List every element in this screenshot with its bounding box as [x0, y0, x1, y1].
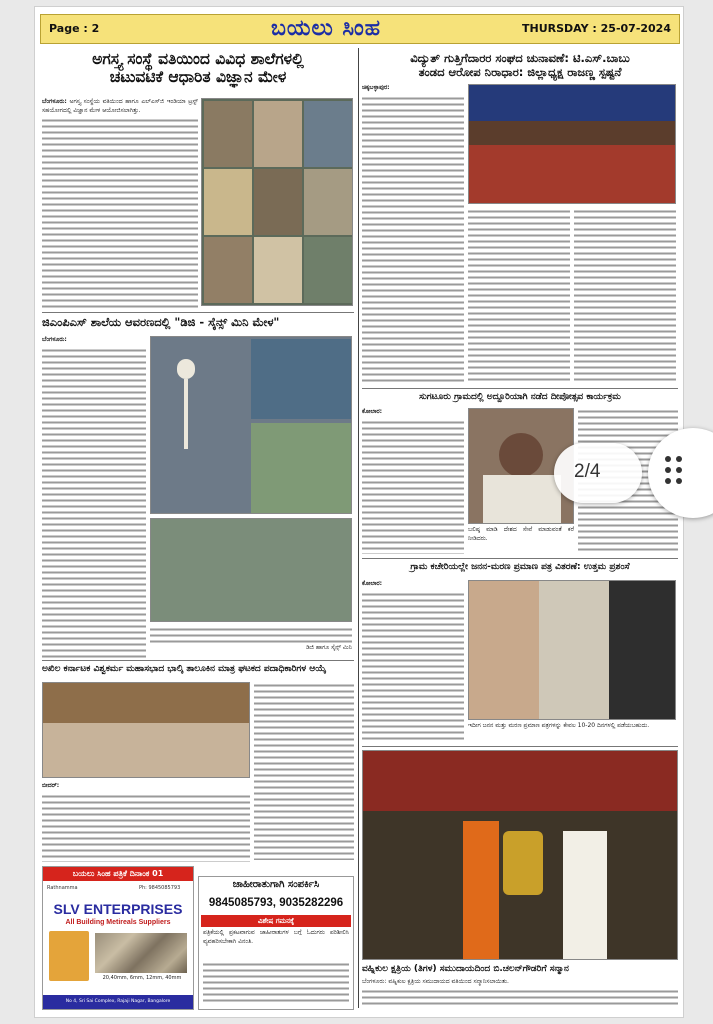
section-rule	[362, 388, 678, 389]
collage-photo-1	[204, 101, 252, 167]
notice-title: ವಿಶೇಷ ಗಮನಕ್ಕೆ	[201, 915, 351, 927]
issue-date: THURSDAY : 25-07-2024	[521, 22, 671, 35]
classroom-photo-top	[251, 339, 351, 419]
meeting-stage-banner	[469, 85, 676, 121]
grid-menu-icon	[665, 456, 671, 462]
masthead-bar	[40, 14, 680, 44]
group-photo-people	[43, 723, 250, 778]
story7-body-text: ಬೆಂಗಳೂರು: ವಹ್ನಿಕುಲ ಕ್ಷತ್ರಿಯ ಸಮುದಾಯದ ವತಿಯಿಂದ ಸನ್ಮಾನಿಸಲಾಯಿತು.	[362, 978, 509, 985]
story4-body-lines-1	[362, 95, 464, 385]
story2-photo-students	[150, 518, 352, 622]
story7-body	[362, 978, 678, 1010]
story2-dateline: ಬೆಂಗಳೂರು:	[42, 336, 67, 343]
story4-meeting-photo	[468, 84, 676, 204]
story4-headline-line1: ವಿದ್ಯುತ್ ಗುತ್ತಿಗೆದಾರರ ಸಂಘದ ಚುನಾವಣೆ: ಟಿ.ಎಸ್.ಬಾಬು	[410, 51, 630, 65]
grid-menu-icon-dot	[676, 478, 682, 484]
story3-dateline: ಬೀದರ್:	[42, 782, 60, 789]
section-rule	[42, 312, 354, 313]
story3-body-lines-left	[42, 793, 250, 863]
grid-menu-icon-dot	[665, 467, 671, 473]
story6-caption: ಇದೀಗ ಜನನ ಮತ್ತು ಮರಣ ಪ್ರಮಾಣ ಪತ್ರಗಳನ್ನು ಕೇವಲ 10-20 ದಿನಗಳಲ್ಲಿ ಪಡೆಯಬಹುದು.	[468, 722, 650, 729]
story7-headline: ವಹ್ನಿಕುಲ ಕ್ಷತ್ರಿಯ (ತಿಗಳ) ಸಮುದಾಯದಿಂದ ಬಿ.ಚಲನ್‌ಗೌಡರಿಗೆ ಸನ್ಮಾನ	[362, 964, 569, 974]
story6-body-lines-1	[362, 591, 464, 743]
story5-caption: ಬಲಿಷ್ಠ ಮಾಡಿ ದೇಶದ ಸೇವೆ ಮಾಡುವಂತೆ ಕರೆ ನೀಡಿದರು.	[468, 526, 574, 542]
story2-caption-lines	[150, 626, 352, 644]
section-rule	[362, 558, 678, 559]
truck-icon	[49, 931, 89, 981]
story3-body-lines	[254, 682, 354, 860]
ad-contact-title: ಜಾಹೀರಾತುಗಾಗಿ ಸಂಪರ್ಕಿಸಿ	[232, 879, 320, 890]
guest-shirt	[563, 831, 607, 960]
skeleton-skull	[177, 359, 195, 379]
newspaper-title: ಬಯಲು ಸಿಂಹ	[271, 16, 382, 41]
grid-menu-icon-dot	[665, 478, 671, 484]
ad-contact-name: Rathnamma	[47, 885, 78, 891]
ad-fine-print-lines	[203, 961, 349, 1005]
collage-photo-8	[254, 237, 302, 303]
notice-text: ಪತ್ರಿಕೆಯಲ್ಲಿ ಪ್ರಕಟವಾಗುವ ಜಾಹೀರಾತುಗಳ ಬಗ್ಗೆ ಓದುಗರು ಪರಿಶೀಲಿಸಿ ವ್ಯವಹರಿಸಬೇಕಾಗಿ ವಿನಂತಿ.	[203, 929, 349, 945]
certificate-photo-left	[469, 581, 539, 720]
story5-headline: ಸುಗಟೂರು ಗ್ರಾಮದಲ್ಲಿ ಅದ್ದೂರಿಯಾಗಿ ನಡೆದ ದೀಪೋತ್ಸವ ಕಾರ್ಯಕ್ರಮ	[419, 392, 621, 402]
story2-tagline: ಡಿಜಿ ಹಾಗೂ ಸೈನ್ಸ್ ಮಿನಿ	[306, 644, 352, 651]
story4-body-col3	[574, 208, 676, 384]
story1-dateline: ಬೆಂಗಳೂರು:	[42, 98, 67, 105]
honoree-shawl	[463, 821, 499, 960]
story4-body-lines-3	[574, 208, 676, 382]
page-number: Page : 2	[49, 22, 100, 35]
ad-address: No 4, Sri Sai Complex, Rajaji Nagar, Bangalore	[43, 995, 193, 1009]
story4-headline	[362, 52, 678, 79]
speaker-head	[499, 433, 543, 477]
story4-dateline: ಚಿಕ್ಕಬಳ್ಳಾಪುರ:	[362, 84, 390, 91]
story7-body-lines	[362, 988, 678, 1008]
story6-headline: ಗ್ರಾಮ ಕಚೇರಿಯಲ್ಲೇ ಜನನ-ಮರಣ ಪ್ರಮಾಣ ಪತ್ರ ವಿತರಣೆ: ಉತ್ತಮ ಪ್ರಶಂಸೆ	[410, 562, 630, 572]
certificate-photo-right	[609, 581, 676, 720]
story4-body-col2	[468, 208, 570, 384]
collage-photo-5	[254, 169, 302, 235]
ad-contact-phone: Ph: 9845085793	[139, 885, 181, 891]
story1-photo-collage	[201, 98, 353, 306]
story5-body-lines-1	[362, 419, 464, 555]
story2-body-lines	[42, 347, 146, 659]
meeting-stage-table	[469, 145, 676, 204]
story6-certificate-photo	[468, 580, 676, 720]
group-photo-backdrop	[43, 683, 250, 723]
story2-headline: ಜಿಎಂಪಿಎಸ್ ಶಾಲೆಯ ಆವರಣದಲ್ಲಿ "ಡಿಜಿ - ಸೈನ್ಸ್ ಮಿನಿ ಮೇಳ"	[42, 315, 280, 329]
story3-body-right	[254, 682, 354, 862]
ad-tagline: All Building Metireals Suppliers	[65, 919, 171, 926]
collage-photo-2	[254, 101, 302, 167]
story7-felicitation-photo	[362, 750, 678, 960]
story6-body-col1	[362, 580, 464, 742]
collage-photo-6	[304, 169, 352, 235]
ad-banner: ಬಯಲು ಸಿಂಹ ಪತ್ರಿಕೆ ದಿನಾಂಕ 01	[43, 867, 193, 881]
story3-headline: ಅಖಿಲ ಕರ್ನಾಟಕ ವಿಶ್ವಕರ್ಮ ಮಹಾಸಭಾದ ಭಾಲ್ಕಿ ತಾಲೂಕಿನ ಮಾತ್ರ ಘಟಕದ ಪದಾಧಿಕಾರಿಗಳ ಆಯ್ಕೆ	[42, 664, 327, 674]
section-rule	[42, 660, 354, 661]
story1-headline-line2: ಚಟುವಟಿಕೆ ಆಧಾರಿತ ವಿಜ್ಞಾನ ಮೇಳ	[109, 68, 287, 87]
ad-contact-phones: 9845085793, 9035282296	[208, 897, 344, 909]
ad-fine-print	[203, 961, 349, 1007]
memento-trophy-icon	[503, 831, 543, 895]
story6-dateline: ಕೋಲಾರ:	[362, 580, 383, 587]
ad-details: 20,40mm, 6mm, 12mm, 40mm	[102, 975, 182, 981]
story2-photo-skeleton	[150, 336, 352, 514]
story1-body-text: ಅಗಸ್ತ್ಯ ಸಂಸ್ಥೆಯ ವತಿಯಿಂದ ಹಾಗೂ ಎಲ್‌ಎಸ್‌ಜಿ ಇಂಡಿಯಾ ಟ್ರಸ್ಟ್ ಸಹಯೋಗದಲ್ಲಿ ವಿಜ್ಞಾನ ಮೇಳ ಆಯೋಜಿಸಲಾಗಿತ್ತು.	[42, 98, 198, 114]
story3-group-photo	[42, 682, 250, 778]
story2-body	[42, 336, 146, 658]
story5-body-col1	[362, 408, 464, 554]
slv-enterprises-ad	[42, 866, 194, 1010]
story1-headline-line1: ಅಗಸ್ತ್ಯ ಸಂಸ್ಥೆ ವತಿಯಿಂದ ವಿವಿಧ ಶಾಲೆಗಳಲ್ಲಿ	[92, 50, 304, 68]
grid-menu-icon-dot	[676, 456, 682, 462]
aggregate-stones-image	[95, 933, 187, 973]
skeleton-spine	[184, 379, 188, 449]
page-indicator-badge	[554, 443, 642, 503]
story4-body-lines-2	[468, 208, 570, 382]
collage-photo-9	[304, 237, 352, 303]
column-divider	[358, 48, 359, 1008]
grid-menu-icon-dot	[676, 467, 682, 473]
page-indicator: 2/4	[574, 461, 601, 482]
classroom-photo-bottom	[251, 423, 351, 513]
story1-body	[42, 98, 198, 310]
speaker-shirt	[483, 475, 561, 524]
story1-body-lines	[42, 117, 198, 310]
story1-headline	[44, 50, 352, 87]
advertisement-contact-box	[198, 876, 354, 1010]
collage-photo-3	[304, 101, 352, 167]
story5-dateline: ಕೋಲಾರ:	[362, 408, 383, 415]
section-rule	[362, 746, 678, 747]
collage-photo-7	[204, 237, 252, 303]
story2-caption	[150, 626, 352, 654]
story4-body-col1	[362, 84, 464, 384]
story4-headline-line2: ತಂಡದ ಆರೋಪ ನಿರಾಧಾರ: ಜಿಲ್ಲಾಧ್ಯಕ್ಷ ರಾಜಣ್ಣ ಸ್ಪಷ್ಟನೆ	[418, 64, 622, 79]
ad-company-name: SLV ENTERPRISES	[53, 901, 183, 917]
story3-body	[42, 782, 250, 862]
collage-photo-4	[204, 169, 252, 235]
felicitation-backdrop	[363, 751, 678, 811]
